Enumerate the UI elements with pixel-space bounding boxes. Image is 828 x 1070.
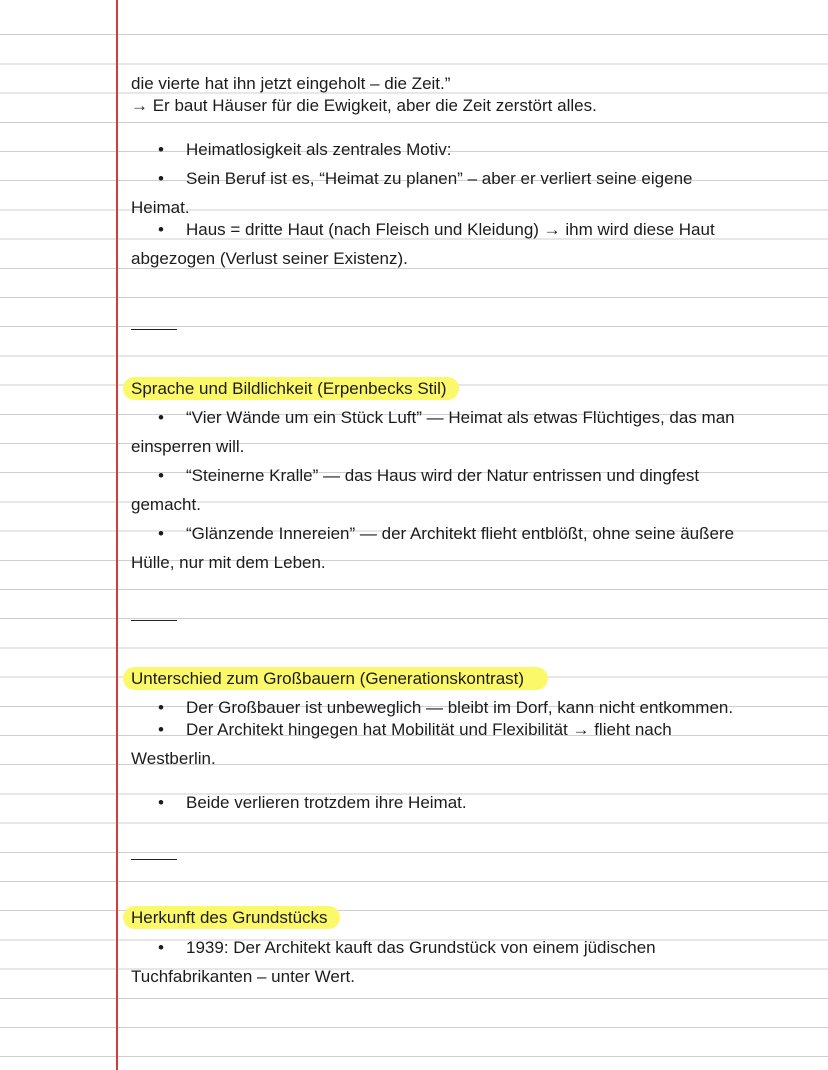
motif-bullet-2: • Sein Beruf ist es, “Heimat zu planen” – aber er verliert seine eigene <box>186 169 692 189</box>
contrast-bullet-3: • Beide verlieren trotzdem ihre Heimat. <box>186 793 467 813</box>
style-bullet-3: • “Glänzende Innereien” — der Architekt flieht entblößt, ohne seine äußere <box>186 524 734 544</box>
origin-bullet-1: • 1939: Der Architekt kauft das Grundstück von einem jüdischen <box>186 938 656 958</box>
motif-bullet-3: • Haus = dritte Haut (nach Fleisch und Kleidung) → ihm wird diese Haut <box>186 220 715 240</box>
intro-line-2: → Er baut Häuser für die Ewigkeit, aber die Zeit zerstört alles. <box>131 96 597 115</box>
section-heading-contrast <box>131 669 548 689</box>
margin-line <box>116 0 118 1070</box>
motif-bullet-1: • Heimatlosigkeit als zentrales Motiv: <box>186 140 451 160</box>
section-divider-3 <box>131 859 177 860</box>
heading-highlight: Unterschied zum Großbauern (Generationskontrast) <box>123 667 548 690</box>
style-bullet-2-cont: gemacht. <box>131 495 201 514</box>
contrast-bullet-2-cont: Westberlin. <box>131 749 216 768</box>
motif-bullet-2-cont: Heimat. <box>131 198 190 217</box>
heading-highlight: Herkunft des Grundstücks <box>123 906 340 929</box>
style-bullet-1-cont: einsperren will. <box>131 437 245 456</box>
origin-bullet-1-cont: Tuchfabrikanten – unter Wert. <box>131 967 355 986</box>
section-heading-style <box>131 379 459 399</box>
motif-bullet-3-cont: abgezogen (Verlust seiner Existenz). <box>131 249 408 268</box>
intro-line-1: die vierte hat ihn jetzt eingeholt – die Zeit.” <box>131 74 451 93</box>
heading-highlight: Sprache und Bildlichkeit (Erpenbecks Stil) <box>123 377 459 400</box>
contrast-bullet-1: • Der Großbauer ist unbeweglich — bleibt im Dorf, kann nicht entkommen. <box>186 698 733 718</box>
style-bullet-2: • “Steinerne Kralle” — das Haus wird der Natur entrissen und dingfest <box>186 466 699 486</box>
section-divider-1 <box>131 329 177 330</box>
style-bullet-1: • “Vier Wände um ein Stück Luft” — Heimat als etwas Flüchtiges, das man <box>186 408 735 428</box>
contrast-bullet-2: • Der Architekt hingegen hat Mobilität und Flexibilität → flieht nach <box>186 720 672 740</box>
style-bullet-3-cont: Hülle, nur mit dem Leben. <box>131 553 326 572</box>
section-heading-origin <box>131 908 340 928</box>
section-divider-2 <box>131 620 177 621</box>
